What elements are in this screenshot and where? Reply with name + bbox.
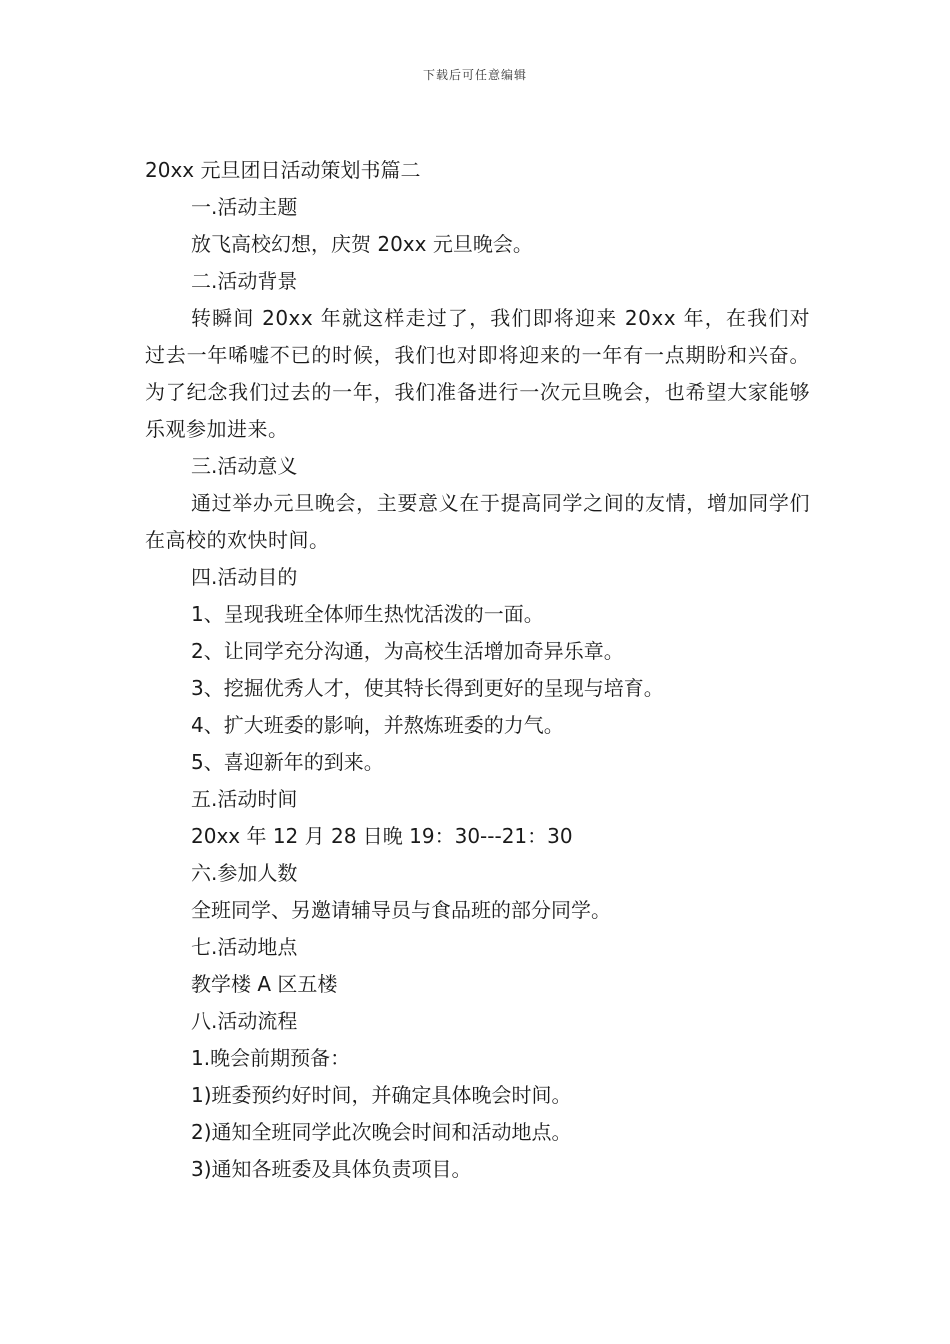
section-text-significance: 通过举办元旦晚会，主要意义在于提高同学之间的友情，增加同学们在高校的欢快时间。 xyxy=(145,491,810,552)
section-heading-time: 五.活动时间 xyxy=(191,787,298,811)
subsection-heading-preparation: 1.晚会前期预备： xyxy=(191,1046,351,1070)
list-item: 3)通知各班委及具体负责项目。 xyxy=(191,1157,472,1181)
document-body xyxy=(145,152,810,1188)
section-text-location: 教学楼 A 区五楼 xyxy=(191,972,338,996)
document-title: 20xx 元旦团日活动策划书篇二 xyxy=(145,158,421,182)
section-heading-process: 八.活动流程 xyxy=(191,1009,298,1033)
section-heading-background: 二.活动背景 xyxy=(191,269,298,293)
section-text-participants: 全班同学、另邀请辅导员与食品班的部分同学。 xyxy=(191,898,611,922)
list-item: 1、呈现我班全体师生热忱活泼的一面。 xyxy=(191,602,544,626)
section-text-background: 转瞬间 20xx 年就这样走过了，我们即将迎来 20xx 年，在我们对过去一年唏嘘不已的时候，我们也对即将迎来的一年有一点期盼和兴奋。为了纪念我们过去的一年，我们准备进行一次元旦晚会，也希望大家能够乐观参加进来。 xyxy=(145,306,810,441)
list-item: 1)班委预约好时间，并确定具体晚会时间。 xyxy=(191,1083,572,1107)
list-item: 4、扩大班委的影响，并熬炼班委的力气。 xyxy=(191,713,564,737)
header-note: 下载后可任意编辑 xyxy=(422,68,527,82)
section-heading-participants: 六.参加人数 xyxy=(191,861,298,885)
section-text-time: 20xx 年 12 月 28 日晚 19：30---21：30 xyxy=(191,824,573,848)
list-item: 3、挖掘优秀人才，使其特长得到更好的呈现与培育。 xyxy=(191,676,664,700)
list-item: 2)通知全班同学此次晚会时间和活动地点。 xyxy=(191,1120,572,1144)
list-item: 5、喜迎新年的到来。 xyxy=(191,750,384,774)
section-heading-goals: 四.活动目的 xyxy=(191,565,298,589)
section-heading-significance: 三.活动意义 xyxy=(191,454,298,478)
section-heading-location: 七.活动地点 xyxy=(191,935,298,959)
list-item: 2、让同学充分沟通，为高校生活增加奇异乐章。 xyxy=(191,639,624,663)
section-text-theme: 放飞高校幻想，庆贺 20xx 元旦晚会。 xyxy=(191,232,533,256)
section-heading-theme: 一.活动主题 xyxy=(191,195,298,219)
